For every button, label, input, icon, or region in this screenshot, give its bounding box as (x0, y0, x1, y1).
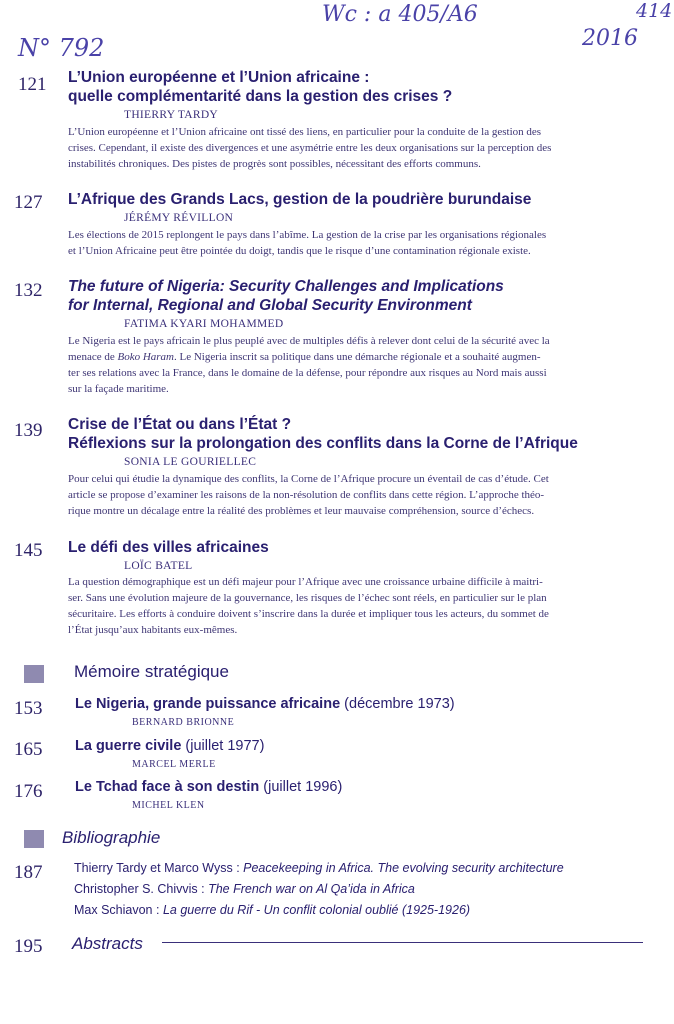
section-marker (24, 665, 44, 683)
page-number: 121 (18, 74, 47, 95)
article-title-line: L’Union européenne et l’Union africaine : (68, 69, 370, 86)
abstract-line: ser. Sans une évolution majeure de la gouvernance, les risques de l’échec sont réels, en particulier sur le plan (68, 592, 547, 604)
bib-authors: Max Schiavon : (74, 903, 163, 917)
section-title-bibliographie: Bibliographie (62, 828, 161, 847)
article-title-line: Le défi des villes africaines (68, 539, 269, 556)
abstract-line: Le Nigeria est le pays africain le plus peuplé avec de multiples défis à relever dont celui de la sécurité avec la (68, 335, 550, 347)
article-title-line: The future of Nigeria: Security Challenges and Implications (68, 278, 504, 295)
article-abstract (68, 227, 638, 259)
abstract-line: ter ses relations avec la France, dans le domaine de la défense, pour répondre aux risques au Nord mais aussi (68, 367, 547, 379)
bibliography-list (74, 858, 664, 921)
article-abstract (68, 333, 638, 397)
article-title-line: Crise de l’État ou dans l’État ? (68, 416, 292, 433)
memoire-title-text: Le Nigeria, grande puissance africaine (75, 696, 341, 712)
page-number: 145 (14, 540, 43, 561)
article-121 (68, 68, 648, 106)
bibliography-entry (74, 858, 664, 879)
page-number: 132 (14, 280, 43, 301)
page-number: 153 (14, 698, 43, 719)
bib-book: The French war on Al Qa’ida in Africa (208, 882, 415, 896)
memoire-title-text: Le Tchad face à son destin (75, 779, 260, 795)
abstract-line: rique montre un décalage entre la réalité des problèmes et leur mauvaise compréhension, source d’échecs. (68, 505, 535, 517)
memoire-date: (juillet 1977) (185, 738, 265, 754)
bibliography-entry (74, 879, 664, 900)
section-title-memoire: Mémoire stratégique (74, 662, 229, 681)
abstract-line: crises. Cependant, il existe des divergences et une asymétrie entre les deux organisations sur la perception des (68, 142, 552, 154)
article-title-line: Réflexions sur la prolongation des conflits dans la Corne de l’Afrique (68, 435, 578, 452)
page-number: 139 (14, 420, 43, 441)
memoire-date: (juillet 1996) (263, 779, 343, 795)
abstract-line: sur la façade maritime. (68, 383, 169, 395)
abstract-line: et l’Union Africaine peut être pointée du doigt, tandis que le risque d’une contamination régionale existe. (68, 245, 531, 257)
memoire-author: BERNARD BRIONNE (132, 717, 235, 728)
article-145 (68, 538, 648, 557)
article-title-line: for Internal, Regional and Global Security Environment (68, 297, 472, 314)
abstract-line: article se propose d’examiner les raisons de la non-résolution de conflits dans cette région. L’approche théo- (68, 489, 545, 501)
abstract-line: Les élections de 2015 replongent le pays dans l’abîme. La gestion de la crise par les organisations régionales (68, 229, 547, 241)
page-number: 165 (14, 739, 43, 760)
memoire-author: MARCEL MERLE (132, 759, 216, 770)
article-author: SONIA LE GOURIELLEC (124, 456, 257, 468)
memoire-title (75, 738, 264, 754)
abstract-line: La question démographique est un défi majeur pour l’Afrique avec une croissance urbaine difficile à maitri- (68, 576, 543, 588)
abstract-line: L’Union européenne et l’Union africaine ont tissé des liens, en particulier pour la conduite de la gestion des (68, 126, 542, 138)
article-title-line: L’Afrique des Grands Lacs, gestion de la poudrière burundaise (68, 191, 532, 208)
article-abstract (68, 574, 638, 638)
page-number: 127 (14, 192, 43, 213)
article-139 (68, 415, 658, 453)
abstract-line: Pour celui qui étudie la dynamique des conflits, la Corne de l’Afrique procure un éventail de cas d’étude. Cet (68, 473, 549, 485)
handwritten-issue-number: N° 792 (18, 34, 105, 62)
page-number: 195 (14, 936, 43, 957)
section-marker (24, 830, 44, 848)
page-number: 176 (14, 781, 43, 802)
bib-authors: Christopher S. Chivvis : (74, 882, 209, 896)
article-127 (68, 190, 648, 209)
emphasis-boko-haram: Boko Haram (117, 351, 174, 363)
article-author: THIERRY TARDY (124, 109, 219, 121)
memoire-title (75, 779, 342, 795)
abstract-line: instabilités chroniques. Des pistes de progrès sont possibles, nécessitant des efforts communs. (68, 158, 481, 170)
article-author: LOÏC BATEL (124, 560, 193, 572)
abstract-line: l’État jusqu’aux habitants eux-mêmes. (68, 624, 238, 636)
bib-book: La guerre du Rif - Un conflit colonial oublié (1925-1926) (162, 903, 471, 917)
memoire-title-text: La guerre civile (75, 738, 182, 754)
page-number: 187 (14, 862, 43, 883)
article-abstract (68, 471, 638, 519)
abstract-line: menace de Boko Haram. Le Nigeria inscrit sa politique dans une démarche régionale et a souhaité augmen- (68, 351, 541, 363)
bibliography-entry (74, 900, 664, 921)
article-132 (68, 277, 658, 315)
memoire-author: MICHEL KLEN (132, 800, 205, 811)
memoire-date: (décembre 1973) (344, 696, 455, 712)
article-abstract (68, 124, 638, 172)
bib-book: Peacekeeping in Africa. The evolving security architecture (243, 861, 564, 875)
handwritten-year: 2016 (582, 26, 638, 51)
article-author: JÉRÉMY RÉVILLON (124, 212, 234, 224)
handwritten-catalog-number: Wc : a 405/A6 (322, 2, 478, 27)
section-title-abstracts: Abstracts (72, 934, 143, 953)
bib-authors: Thierry Tardy et Marco Wyss : (74, 861, 244, 875)
article-author: FATIMA KYARI MOHAMMED (124, 318, 284, 330)
abstract-line: sécuritaire. Les efforts à conduire doivent s’inscrire dans la durée et impliquer tous les acteurs, du sommet de (68, 608, 549, 620)
memoire-title (75, 696, 455, 712)
article-title-line: quelle complémentarité dans la gestion des crises ? (68, 88, 453, 105)
handwritten-page-ref: 414 (636, 0, 673, 22)
abstracts-rule (162, 942, 643, 943)
